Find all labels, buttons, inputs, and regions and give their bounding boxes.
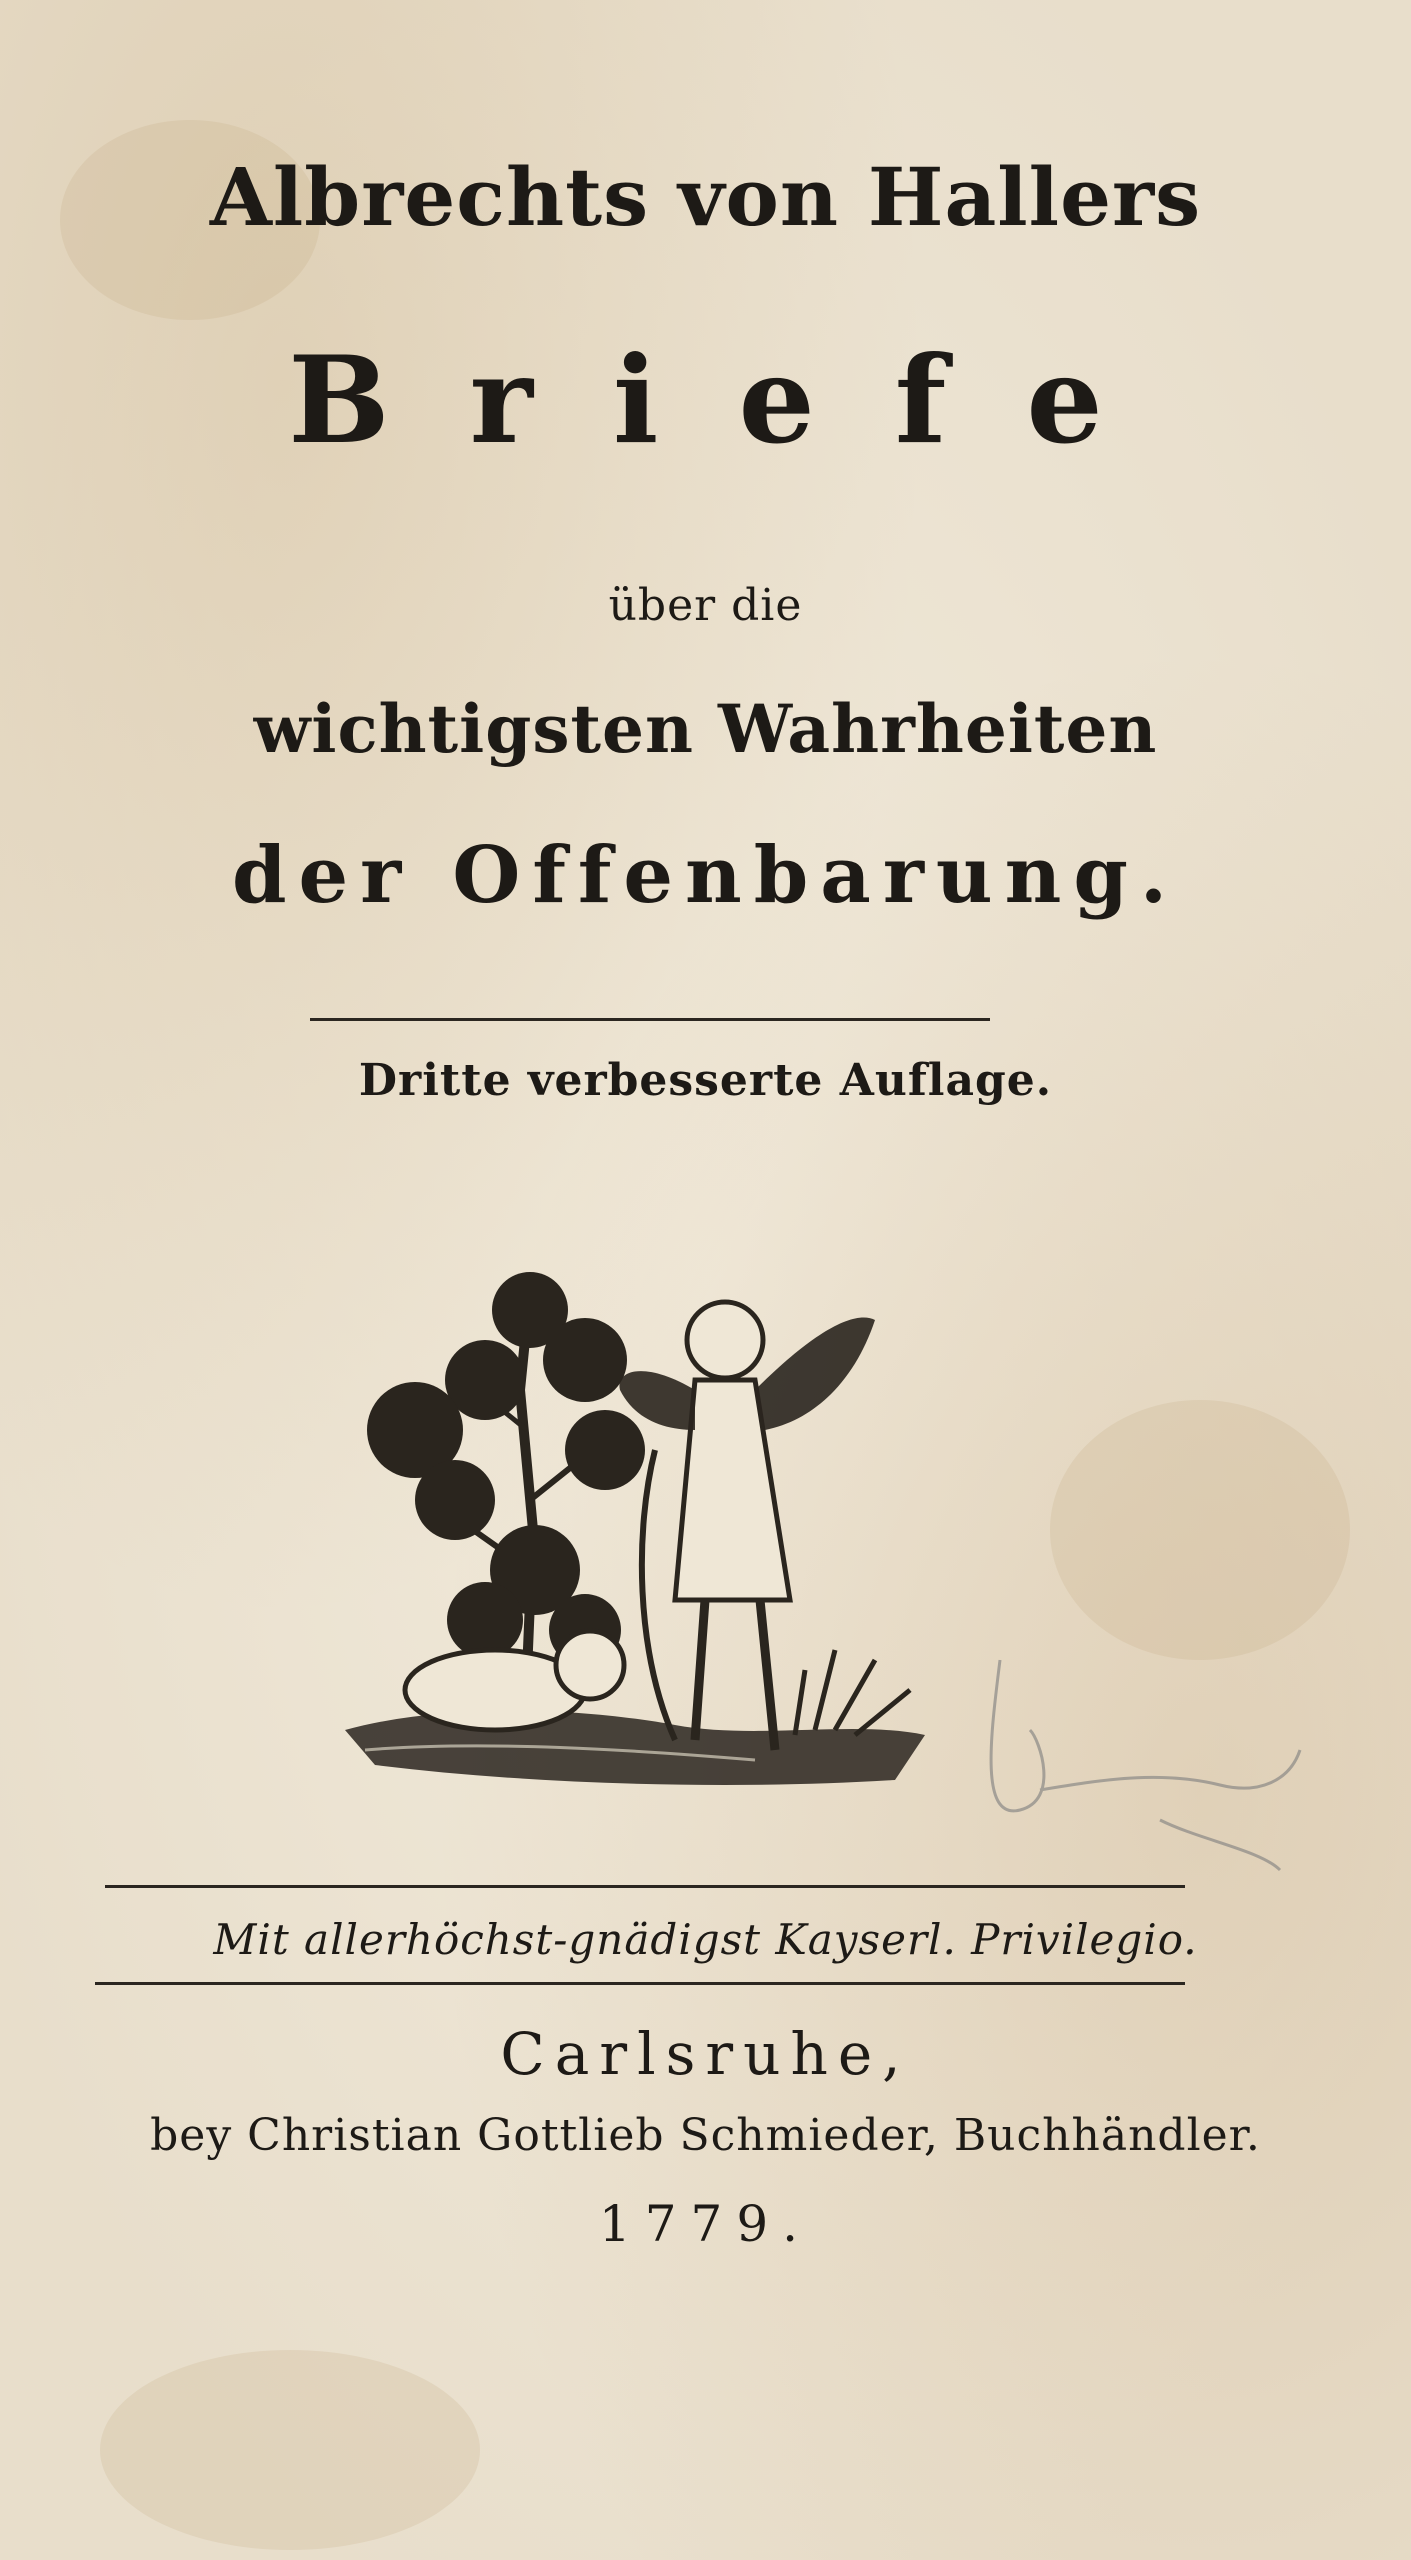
subtitle-line-1: über die xyxy=(608,580,803,631)
edition-line: Dritte verbesserte Auflage. xyxy=(358,1055,1053,1106)
subtitle-line-2: wichtigsten Wahrheiten xyxy=(253,690,1158,768)
author-line: Albrechts von Hallers xyxy=(209,150,1202,244)
divider-rule xyxy=(105,1885,1185,1888)
divider-rule xyxy=(95,1982,1185,1985)
woodcut-vignette-icon xyxy=(335,1270,935,1820)
publisher-line: bey Christian Gottlieb Schmieder, Buchhändler. xyxy=(150,2110,1261,2161)
privilege-line: Mit allerhöchst-gnädigst Kayserl. Privilegio. xyxy=(213,1915,1198,1964)
main-title: Briefe xyxy=(288,330,1183,471)
place-line: Carlsruhe, xyxy=(500,2020,911,2088)
subtitle-line-3: der Offenbarung. xyxy=(231,830,1180,921)
year-line: 1779. xyxy=(598,2195,813,2253)
paper-stain xyxy=(100,2350,480,2550)
divider-rule xyxy=(310,1018,990,1021)
pencil-signature-icon xyxy=(960,1620,1360,1920)
